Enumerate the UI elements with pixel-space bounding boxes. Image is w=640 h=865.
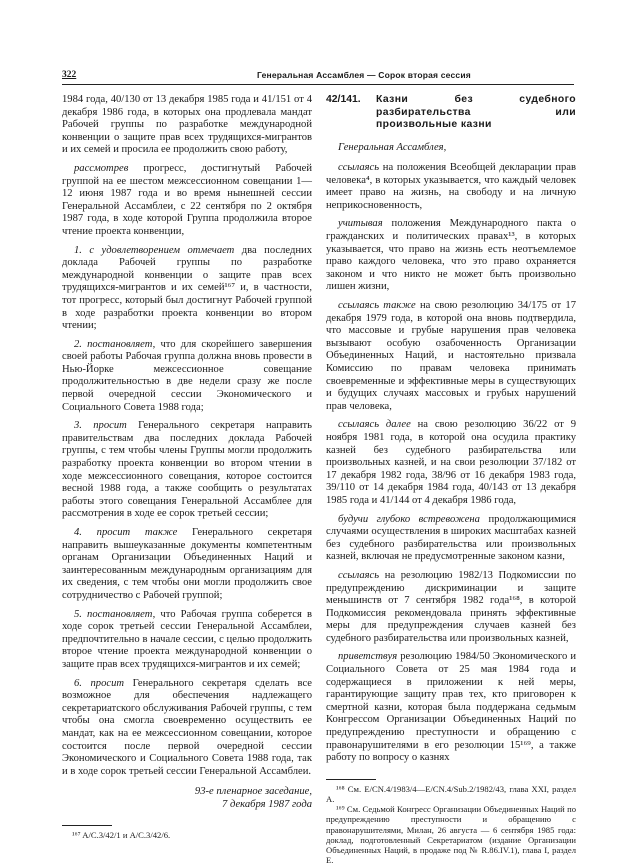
paragraph: 6. просит Генерального секретаря сделать все возможное для обеспечения надлежащего секретариатского обслуживания Рабочей группы, с тем чтобы она смогла своевременно осуществить ее мандат, как на ее межсессионном совещании, которое состоится после первой очередной сессии Экономического и Социального Совета 1988 года, так и в ходе сорок третьей сессии Генеральной Ассамблеи. [62,677,312,777]
footnote-divider [326,779,376,780]
paragraph-lead: рассмотрев [74,162,129,174]
resolution-heading [326,94,576,132]
paragraph-lead: 4. просит также [74,527,178,538]
paragraph: рассмотрев прогресс, достигнутый Рабочей группой на ее шестом межсессионном совещании 1—12 июня 1987 года и во время нынешней сессии Генеральной Ассамблеи, с 22 сентября по 2 октября 1987 года, в ходе которой Группа продолжила второе чтение проекта конвенции, [62,162,312,237]
paragraph-lead: 3. просит [74,420,127,432]
page-header [62,70,574,85]
paragraph-lead: 1. с удовлетворением отмечает [74,244,235,256]
paragraph: 1. с удовлетворением отмечает два последних доклада Рабочей группы по разработке международной конвенции о защите прав всех трудящихся-мигрантов и их семей¹⁶⁷ и, в частности, тот прогресс, который был достигнут Рабочей группой в ходе разработки проекта конвенции во втором чтении; [62,244,312,332]
paragraph: 2. постановляет, что для скорейшего завершения своей работы Рабочая группа должна вновь провести в Нью-Йорке межсессионное совещание продолжительностью в две недели сразу же после первой очередной сессии Экономического и Социального Совета 1988 года; [62,338,312,413]
paragraph: ссылаясь на положения Всеобщей декларации прав человека⁴, в которых указывается, что каждый человек имеет право на жизнь, на свободу и на личную неприкосновенность, [326,162,576,211]
page-number: 322 [62,70,77,80]
footnote: ¹⁶⁹ См. Седьмой Конгресс Организации Объединенных Наций по предупреждению преступности и обращению с правонарушителями, Милан, 26 августа — 6 сентября 1985 года: доклад, подготовленный Секретариатом (издание Организации Объединенных Наций, в продаже под № R.86.IV.1), глава I, раздел Е. [326,804,576,865]
paragraph: 1984 года, 40/130 от 13 декабря 1985 года и 41/151 от 4 декабря 1986 года, в которых она продлевала мандат Рабочей группы по разработке международной конвенции о защите прав всех трудящихся-мигрантов и их семей и просила ее продолжить свою работу, [62,94,312,156]
paragraph: учитывая положения Международного пакта о гражданских и политических правах¹³, в которых указывается, что право на жизнь есть неотъемлемое право каждого человека, что это право охраняется законом и что никто не может быть произвольно лишен жизни, [326,218,576,293]
resolution-number: 42/141. [326,94,361,105]
paragraph-lead: ссылаясь также [338,300,416,312]
paragraph-lead: ссылаясь [338,162,380,174]
paragraph-lead: будучи глубоко встревожена [338,513,480,525]
footnote: ¹⁶⁸ См. E/CN.4/1983/4—E/CN.4/Sub.2/1982/43, глава XXI, раздел А. [326,783,576,805]
paragraph-lead: ссылаясь [338,569,380,581]
paragraph: приветствуя резолюцию 1984/50 Экономического и Социального Совета от 25 мая 1984 года и содержащиеся в приложении к ней меры, гарантирующие защиту прав тех, кто приговорен к смертной казни, которая была поддержана седьмым Конгрессом Организации Объединенных Наций по предупреждению преступности и обращению с правонарушителями в его резолюции 15¹⁶⁹, а также работу по вопросу о казнях [326,651,576,764]
paragraph-lead: ссылаясь далее [338,419,411,431]
signature-block [62,786,312,811]
paragraph: ссылаясь на резолюцию 1982/13 Подкомиссии по предупреждению дискриминации и защите меньшинств от 7 сентября 1982 года¹⁶⁸, в которой Подкомиссия рекомендовала принять эффективные меры для предупреждения случаев казней без судебного разбирательства или произвольных казней, [326,569,576,644]
paragraph-lead: 6. просит [74,677,125,689]
left-column [62,94,312,841]
paragraph: 3. просит Генерального секретаря направить правительствам два последних доклада Рабочей группы, с тем чтобы члены Группы могли продолжить разработку проекта конвенции во втором чтении в ходе межсессионного совещания, которое состоится весной 1988 года, а также сообщить о результатах работы этого совещания Генеральной Ассамблее для рассмотрения в ходе ее сорок третьей сессии; [62,420,312,520]
paragraph: будучи глубоко встревожена продолжающимися случаями осуществления в широких масштабах казней без судебного разбирательства или произвольных казней, включая не предусмотренные законом казни, [326,513,576,563]
right-column [326,94,576,865]
paragraph: ссылаясь далее на свою резолюцию 36/22 от 9 ноября 1981 года, в которой она осудила практику казней без судебного разбирательства или произвольных казней, и на свои резолюции 37/182 от 17 декабря 1982 года, 38/96 от 16 декабря 1983 года, 39/110 от 14 декабря 1984 года, 40/143 от 13 декабря 1985 года и 41/144 от 4 декабря 1986 года, [326,419,576,506]
paragraph-lead: приветствуя [338,651,398,663]
paragraph-lead: 2. постановляет, [74,338,156,350]
footnote: ¹⁶⁷ A/C.3/42/1 и A/C.3/42/6. [72,830,171,841]
paragraph: 4. просит также Генерального секретаря направить вышеуказанные документы компетентным органам Организации Объединенных Наций и заинтересованным международным организациям для их сведения, с тем чтобы они могли продолжить свое сотрудничество с Рабочей группой; [62,527,312,601]
resolution-title: Казни без судебного разбирательства или произвольные казни [376,94,576,130]
paragraph: ссылаясь также на свою резолюцию 34/175 от 17 декабря 1979 года, в которой она вновь подтвердила, что массовые и грубые нарушения прав человека вызывают особую озабоченность Организации Объединенных Наций, и настоятельно призвала Комиссию по правам человека принимать своевременные и эффективные меры в существующих и будущих случаях массовых и грубых нарушений прав человека, [326,300,576,412]
paragraph: 5. постановляет, что Рабочая группа соберется в ходе сорок третьей сессии Генеральной Ассамблеи, предпочтительно в начале сессии, с целью продолжить второе чтение проекта международной конвенции о защите прав всех трудящихся-мигрантов и их семей; [62,608,312,670]
paragraph-lead: 5. постановляет, [74,608,156,620]
meeting-label: 93-е пленарное заседание, [194,786,312,798]
paragraph-lead: учитывая [338,218,383,230]
meeting-date: 7 декабря 1987 года [222,798,312,810]
running-title: Генеральная Ассамблея — Сорок вторая сессия [257,70,471,80]
footnote-divider [62,825,112,826]
preamble: Генеральная Ассамблея, [338,141,447,153]
